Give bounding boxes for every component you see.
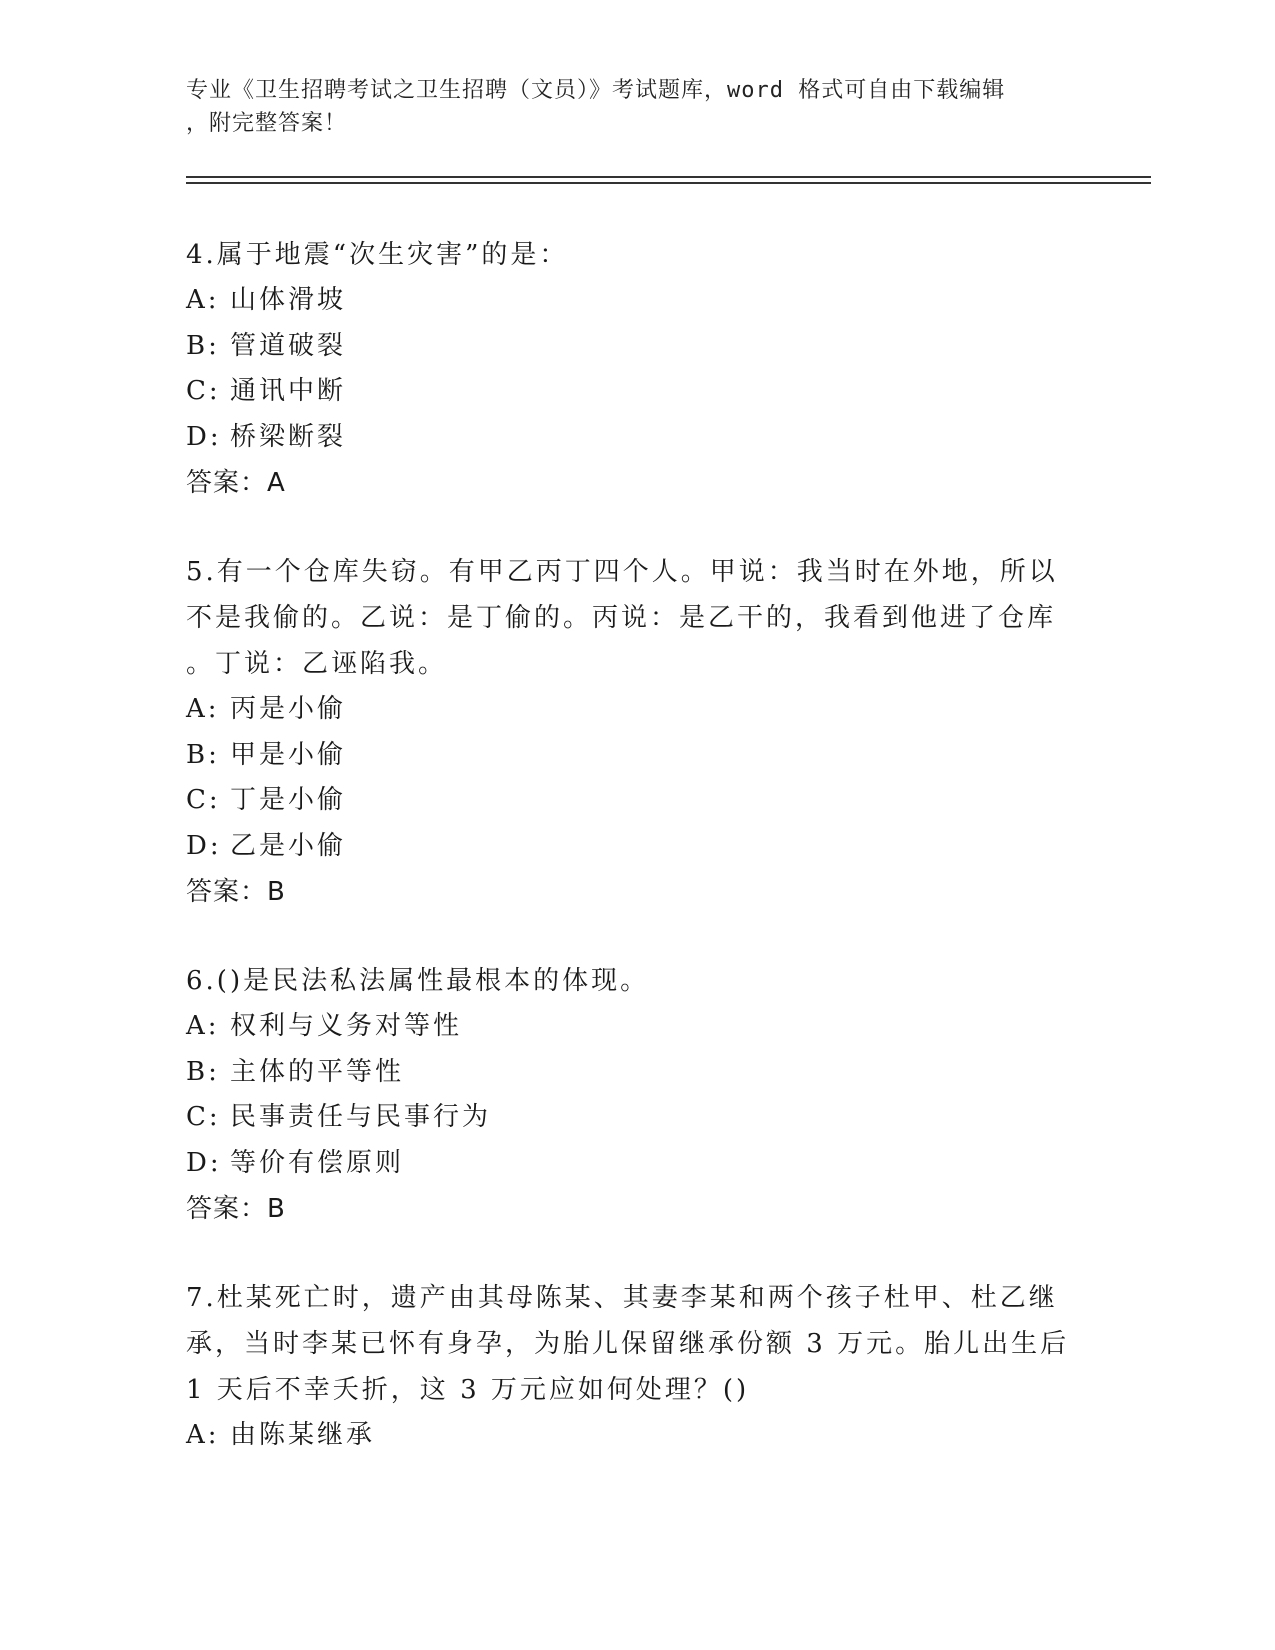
option-text: 甲是小偷: [230, 739, 347, 770]
option-key: B:: [186, 330, 220, 361]
option-text: 丙是小偷: [230, 694, 347, 724]
answer-line: 答案：A: [186, 468, 286, 498]
question-stem-line: 4.属于地震“次生灾害”的是：: [186, 240, 569, 270]
option-text: 民事责任与民事行为: [230, 1102, 492, 1132]
option-a: [186, 278, 1066, 324]
option-key: A:: [186, 694, 220, 724]
option-c: [186, 369, 1066, 415]
question-stem-line: 7.杜某死亡时，遗产由其母陈某、其妻李某和两个孩子杜甲、杜乙继: [186, 1283, 1058, 1313]
question-stem-line: 1 天后不幸夭折，这 3 万元应如何处理？(): [186, 1375, 750, 1405]
option-key: A:: [186, 1420, 220, 1450]
question-stem-line: 5.有一个仓库失窃。有甲乙丙丁四个人。甲说：我当时在外地，所以: [186, 557, 1058, 587]
header-line-2: ，附完整答案！: [186, 111, 348, 136]
option-b: [186, 733, 1066, 779]
option-key: C:: [186, 1102, 221, 1132]
option-c: [186, 778, 1066, 824]
option-text: 通讯中断: [230, 376, 347, 406]
option-text: 管道破裂: [230, 330, 347, 361]
option-a: [186, 687, 1066, 733]
option-key: B:: [186, 1056, 220, 1087]
option-a: [186, 1413, 1066, 1459]
question-stem-line: 不是我偷的。乙说：是丁偷的。丙说：是乙干的，我看到他进了仓库: [186, 603, 1057, 633]
option-d: [186, 1141, 1066, 1187]
header-line-1: 专业《卫生招聘考试之卫生招聘（文员）》考试题库，word 格式可自由下载编辑: [186, 78, 1006, 103]
option-key: B:: [186, 739, 220, 770]
option-key: D:: [186, 421, 222, 452]
option-key: D:: [186, 1147, 222, 1178]
option-key: C:: [186, 376, 221, 406]
question-stem-line: 。丁说：乙诬陷我。: [186, 649, 448, 679]
question-5: [186, 549, 1066, 915]
option-c: [186, 1095, 1066, 1141]
option-key: D:: [186, 830, 222, 861]
header-divider-top: [186, 176, 1151, 178]
option-b: [186, 324, 1066, 370]
option-b: [186, 1050, 1066, 1096]
question-7: [186, 1275, 1070, 1459]
option-a: [186, 1004, 1066, 1050]
question-list: [186, 232, 1070, 1502]
option-text: 桥梁断裂: [230, 421, 347, 452]
question-stem-line: 承，当时李某已怀有身孕，为胎儿保留继承份额 3 万元。胎儿出生后: [186, 1329, 1070, 1359]
option-text: 等价有偿原则: [230, 1147, 405, 1178]
option-key: A:: [186, 285, 220, 315]
answer-line: 答案：B: [186, 877, 286, 907]
option-text: 山体滑坡: [230, 285, 347, 315]
option-text: 由陈某继承: [230, 1420, 376, 1450]
answer-line: 答案：B: [186, 1194, 286, 1224]
option-text: 权利与义务对等性: [230, 1011, 463, 1041]
question-4: [186, 232, 1066, 506]
question-6: [186, 958, 1066, 1232]
document-header: [186, 74, 1066, 140]
option-key: C:: [186, 785, 221, 815]
option-text: 乙是小偷: [230, 830, 347, 861]
option-text: 丁是小偷: [230, 785, 347, 815]
option-text: 主体的平等性: [230, 1056, 405, 1087]
option-key: A:: [186, 1011, 220, 1041]
option-d: [186, 415, 1066, 461]
option-d: [186, 824, 1066, 870]
header-divider-bottom: [186, 182, 1151, 184]
question-stem-line: 6.()是民法私法属性最根本的体现。: [186, 966, 650, 996]
